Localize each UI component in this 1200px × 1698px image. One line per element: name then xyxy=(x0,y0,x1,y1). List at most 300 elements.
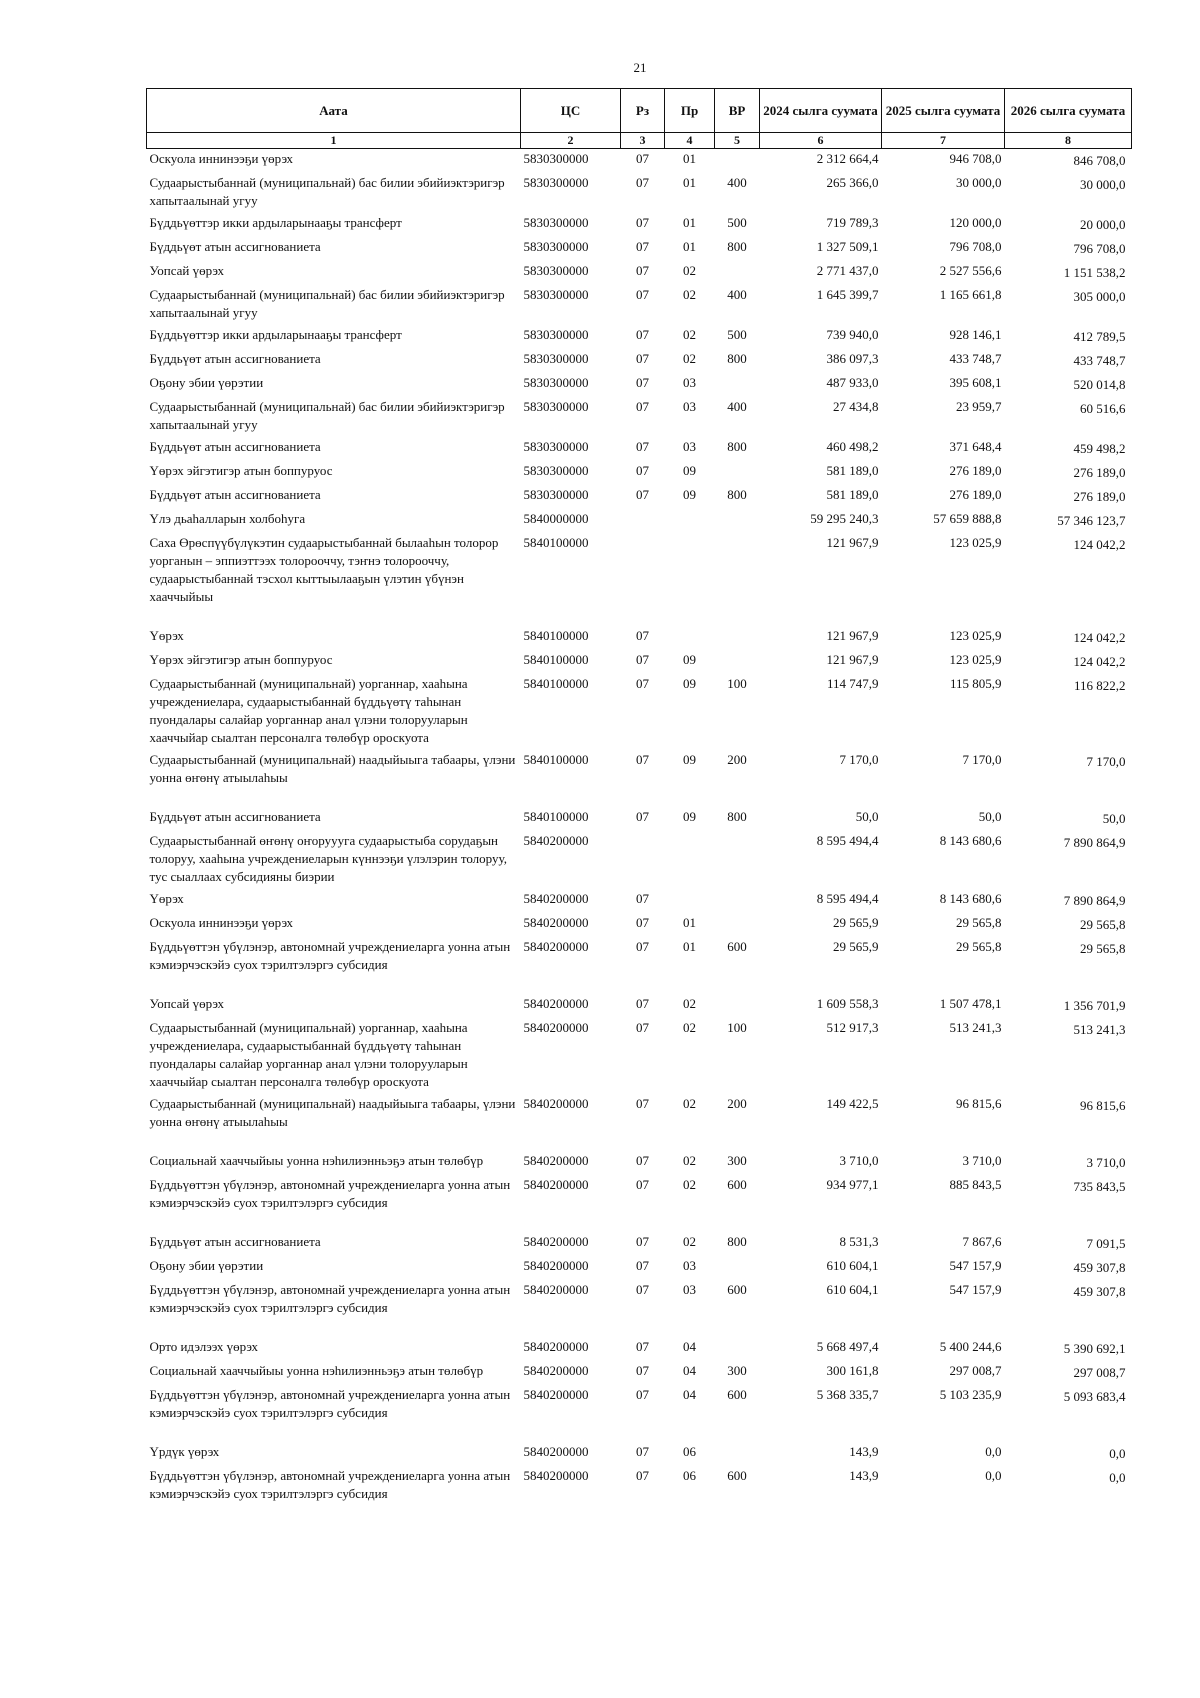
row-cs-code: 5830300000 xyxy=(523,439,589,454)
row-amount-2024: 1 327 509,1 xyxy=(816,239,879,254)
row-vr-code: 800 xyxy=(727,1234,747,1249)
table-row xyxy=(147,173,1132,213)
row-name: Бүддьүөттэр икки ардыларынааҕы трансферт xyxy=(149,215,402,230)
table-row xyxy=(147,1175,1132,1232)
table-row xyxy=(147,213,1132,237)
row-amount-2025: 50,0 xyxy=(978,809,1002,824)
row-amount-2026-value: 124 042,2 xyxy=(1073,630,1126,645)
row-name: Бүддьүөттэн үбүлэнэр, автономнай учреждениеларга уонна атын кэмиэрчэскэйэ суох тэрилтэлэргэ субсидия xyxy=(149,1468,511,1501)
row-amount-2024: 8 531,3 xyxy=(839,1234,879,1249)
column-header-2025: 2025 сылга суумата xyxy=(882,89,1005,133)
row-rz-code: 07 xyxy=(636,375,649,390)
row-cs-code: 5830300000 xyxy=(523,351,589,366)
row-rz-code: 07 xyxy=(636,463,649,478)
row-vr-code: 800 xyxy=(727,351,747,366)
row-name: Орто идэлээх үөрэх xyxy=(149,1339,259,1354)
row-pr-code: 09 xyxy=(683,752,696,767)
row-amount-2025: 297 008,7 xyxy=(949,1363,1002,1378)
row-name: Бүддьүөт атын ассигнованиета xyxy=(149,439,321,454)
row-amount-2026-value: 7 890 864,9 xyxy=(1063,893,1126,908)
row-amount-2025: 547 157,9 xyxy=(949,1282,1002,1297)
row-pr-code: 01 xyxy=(683,175,696,190)
row-pr-code xyxy=(665,533,715,626)
row-amount-2025: 5 400 244,6 xyxy=(939,1339,1002,1354)
row-cs-code: 5840200000 xyxy=(523,915,589,930)
row-rz-code: 07 xyxy=(636,1177,649,1192)
column-header-vr: ВР xyxy=(715,89,760,133)
row-rz-code: 07 xyxy=(636,891,649,906)
row-amount-2026 xyxy=(1005,674,1132,750)
row-amount-2025: 115 805,9 xyxy=(949,676,1002,691)
row-name: Оскуола иннинээҕи үөрэх xyxy=(149,915,294,930)
row-vr-code: 200 xyxy=(727,1096,747,1111)
row-name: Уопсай үөрэх xyxy=(149,996,224,1011)
table-row xyxy=(147,533,1132,626)
row-vr-code xyxy=(715,889,760,913)
row-amount-2024: 581 189,0 xyxy=(826,487,879,502)
row-name: Социальнай хааччыйыы уонна нэһилиэнньэҕэ атын төлөбүр xyxy=(149,1363,484,1378)
row-pr-code: 03 xyxy=(683,439,696,454)
row-amount-2026-value: 276 189,0 xyxy=(1073,489,1126,504)
row-pr-code xyxy=(665,626,715,650)
row-rz-code: 07 xyxy=(636,263,649,278)
row-amount-2026 xyxy=(1005,1232,1132,1256)
row-amount-2026-value: 124 042,2 xyxy=(1073,537,1126,552)
row-vr-code xyxy=(715,626,760,650)
row-name: Бүддьүөт атын ассигнованиета xyxy=(149,1234,321,1249)
table-row xyxy=(147,889,1132,913)
row-rz-code: 07 xyxy=(636,1258,649,1273)
column-number: 7 xyxy=(882,133,1005,149)
row-cs-code: 5840200000 xyxy=(523,1096,589,1111)
row-amount-2026-value: 459 307,8 xyxy=(1073,1260,1126,1275)
row-cs-code: 5830300000 xyxy=(523,487,589,502)
column-header-pr: Пр xyxy=(665,89,715,133)
row-pr-code: 03 xyxy=(683,1258,696,1273)
row-rz-code: 07 xyxy=(636,151,649,166)
row-amount-2026-value: 1 356 701,9 xyxy=(1063,998,1126,1013)
row-vr-code: 300 xyxy=(727,1153,747,1168)
row-amount-2026 xyxy=(1005,750,1132,807)
row-amount-2024: 1 645 399,7 xyxy=(816,287,879,302)
row-amount-2024: 27 434,8 xyxy=(833,399,879,414)
row-amount-2024: 512 917,3 xyxy=(826,1020,879,1035)
row-pr-code: 04 xyxy=(683,1387,696,1402)
row-vr-code: 400 xyxy=(727,175,747,190)
row-amount-2026 xyxy=(1005,1361,1132,1385)
row-amount-2026-value: 7 091,5 xyxy=(1086,1236,1126,1251)
table-row xyxy=(147,373,1132,397)
row-vr-code: 800 xyxy=(727,439,747,454)
row-amount-2026-value: 50,0 xyxy=(1102,811,1126,826)
row-cs-code: 5840200000 xyxy=(523,1387,589,1402)
row-rz-code: 07 xyxy=(636,652,649,667)
row-pr-code: 02 xyxy=(683,327,696,342)
row-pr-code: 09 xyxy=(683,809,696,824)
row-amount-2024: 8 595 494,4 xyxy=(816,833,879,848)
row-name: Судаарыстыбаннай (муниципальнай) наадыйыыга табаары, үлэни уонна өҥөнү атыылаһыы xyxy=(149,1096,516,1129)
row-vr-code: 300 xyxy=(727,1363,747,1378)
row-amount-2024: 29 565,9 xyxy=(833,915,879,930)
row-cs-code: 5830300000 xyxy=(523,239,589,254)
row-rz-code: 07 xyxy=(636,915,649,930)
row-vr-code xyxy=(715,261,760,285)
row-cs-code: 5840000000 xyxy=(523,511,589,526)
row-amount-2026 xyxy=(1005,533,1132,626)
row-cs-code: 5840200000 xyxy=(523,1339,589,1354)
row-name: Үөрэх xyxy=(149,628,184,643)
row-amount-2024: 581 189,0 xyxy=(826,463,879,478)
row-amount-2025: 371 648,4 xyxy=(949,439,1002,454)
row-amount-2026-value: 116 822,2 xyxy=(1073,678,1126,693)
row-name: Бүддьүөттэн үбүлэнэр, автономнай учреждениеларга уонна атын кэмиэрчэскэйэ суох тэрилтэлэргэ субсидия xyxy=(149,1177,511,1210)
table-body xyxy=(147,149,1132,1507)
row-pr-code xyxy=(665,509,715,533)
row-vr-code: 500 xyxy=(727,215,747,230)
row-amount-2024: 7 170,0 xyxy=(839,752,879,767)
row-amount-2024: 610 604,1 xyxy=(826,1282,879,1297)
row-cs-code: 5840200000 xyxy=(523,891,589,906)
table-row xyxy=(147,237,1132,261)
table-row xyxy=(147,1094,1132,1151)
row-name: Бүддьүөттэр икки ардыларынааҕы трансферт xyxy=(149,327,402,342)
row-rz-code: 07 xyxy=(636,175,649,190)
row-rz-code: 07 xyxy=(636,239,649,254)
row-amount-2026-value: 520 014,8 xyxy=(1073,377,1126,392)
row-amount-2026-value: 5 093 683,4 xyxy=(1063,1389,1126,1404)
row-cs-code: 5840200000 xyxy=(523,996,589,1011)
row-amount-2025: 928 146,1 xyxy=(949,327,1002,342)
row-amount-2026 xyxy=(1005,213,1132,237)
row-amount-2025: 8 143 680,6 xyxy=(939,833,1002,848)
row-cs-code: 5830300000 xyxy=(523,463,589,478)
row-pr-code: 03 xyxy=(683,399,696,414)
row-amount-2025: 123 025,9 xyxy=(949,628,1002,643)
row-pr-code: 09 xyxy=(683,652,696,667)
column-number: 3 xyxy=(621,133,665,149)
row-cs-code: 5840100000 xyxy=(523,535,589,550)
table-row xyxy=(147,149,1132,174)
row-amount-2026-value: 30 000,0 xyxy=(1080,177,1126,192)
row-rz-code: 07 xyxy=(636,1444,649,1459)
row-amount-2025: 29 565,8 xyxy=(956,915,1002,930)
row-pr-code: 02 xyxy=(683,1096,696,1111)
table-row xyxy=(147,397,1132,437)
row-amount-2024: 2 312 664,4 xyxy=(816,151,879,166)
row-rz-code: 07 xyxy=(636,676,649,691)
table-row xyxy=(147,1232,1132,1256)
row-pr-code: 01 xyxy=(683,151,696,166)
row-amount-2026 xyxy=(1005,889,1132,913)
row-name: Судаарыстыбаннай (муниципальнай) уорганнар, хааһына учреждениелара, судаарыстыбаннай бүддьүөтү таһынан пуондалары салайар уорганнар анал үлэни толорууларын хааччыйар сыалтан персоналга төлөбүр ороскуота xyxy=(149,1020,468,1089)
table-row xyxy=(147,1385,1132,1442)
row-amount-2026 xyxy=(1005,1094,1132,1151)
row-amount-2026-value: 3 710,0 xyxy=(1086,1155,1126,1170)
row-amount-2024: 8 595 494,4 xyxy=(816,891,879,906)
row-amount-2026 xyxy=(1005,1018,1132,1094)
row-amount-2026-value: 513 241,3 xyxy=(1073,1022,1126,1037)
row-pr-code: 09 xyxy=(683,487,696,502)
row-pr-code: 01 xyxy=(683,915,696,930)
row-pr-code: 02 xyxy=(683,287,696,302)
row-name: Оҕону эбии үөрэтии xyxy=(149,1258,264,1273)
row-pr-code: 02 xyxy=(683,1153,696,1168)
row-amount-2026 xyxy=(1005,913,1132,937)
row-amount-2024: 460 498,2 xyxy=(826,439,879,454)
row-cs-code: 5830300000 xyxy=(523,151,589,166)
table-row xyxy=(147,1256,1132,1280)
row-vr-code: 600 xyxy=(727,1282,747,1297)
row-name: Судаарыстыбаннай өҥөнү оҥоруууга судаарыстыба сорудаҕын толоруу, хааһына учреждениеларын күннээҕи үлэлэрин толоруу, тус сыаллаах субсидияны биэрии xyxy=(149,833,507,884)
column-number: 8 xyxy=(1005,133,1132,149)
row-amount-2026 xyxy=(1005,1442,1132,1466)
row-rz-code: 07 xyxy=(636,487,649,502)
column-header-2024: 2024 сылга суумата xyxy=(760,89,882,133)
row-amount-2024: 5 368 335,7 xyxy=(816,1387,879,1402)
row-amount-2024: 610 604,1 xyxy=(826,1258,879,1273)
table-row xyxy=(147,913,1132,937)
row-rz-code: 07 xyxy=(636,1468,649,1483)
row-vr-code: 400 xyxy=(727,399,747,414)
row-amount-2025: 7 170,0 xyxy=(962,752,1002,767)
row-name: Оҕону эбии үөрэтии xyxy=(149,375,264,390)
row-amount-2025: 8 143 680,6 xyxy=(939,891,1002,906)
column-number: 5 xyxy=(715,133,760,149)
row-amount-2026-value: 305 000,0 xyxy=(1073,289,1126,304)
row-rz-code: 07 xyxy=(636,351,649,366)
row-amount-2025: 276 189,0 xyxy=(949,487,1002,502)
column-header-rz: Рз xyxy=(621,89,665,133)
row-vr-code xyxy=(715,1442,760,1466)
row-name: Үөрэх эйгэтигэр атын боппуруос xyxy=(149,652,333,667)
column-number: 1 xyxy=(147,133,521,149)
table-header xyxy=(147,89,1132,149)
row-amount-2024: 2 771 437,0 xyxy=(816,263,879,278)
row-name: Бүддьүөттэн үбүлэнэр, автономнай учреждениеларга уонна атын кэмиэрчэскэйэ суох тэрилтэлэргэ субсидия xyxy=(149,1387,511,1420)
row-pr-code: 03 xyxy=(683,1282,696,1297)
row-amount-2026 xyxy=(1005,285,1132,325)
row-amount-2025: 29 565,8 xyxy=(956,939,1002,954)
row-amount-2025: 433 748,7 xyxy=(949,351,1002,366)
row-amount-2026-value: 735 843,5 xyxy=(1073,1179,1126,1194)
row-rz-code xyxy=(621,831,665,889)
row-amount-2025: 547 157,9 xyxy=(949,1258,1002,1273)
row-pr-code: 09 xyxy=(683,676,696,691)
table-row xyxy=(147,1280,1132,1337)
row-amount-2024: 739 940,0 xyxy=(826,327,879,342)
row-amount-2026 xyxy=(1005,461,1132,485)
row-pr-code: 02 xyxy=(683,263,696,278)
table-row xyxy=(147,994,1132,1018)
row-amount-2025: 96 815,6 xyxy=(956,1096,1002,1111)
table-row xyxy=(147,1151,1132,1175)
row-amount-2026 xyxy=(1005,149,1132,174)
row-amount-2025: 796 708,0 xyxy=(949,239,1002,254)
row-rz-code xyxy=(621,533,665,626)
row-amount-2024: 487 933,0 xyxy=(826,375,879,390)
row-name: Бүддьүөттэн үбүлэнэр, автономнай учреждениеларга уонна атын кэмиэрчэскэйэ суох тэрилтэлэргэ субсидия xyxy=(149,1282,511,1315)
row-amount-2025: 23 959,7 xyxy=(956,399,1002,414)
row-cs-code: 5840200000 xyxy=(523,939,589,954)
row-rz-code: 07 xyxy=(636,327,649,342)
row-amount-2024: 300 161,8 xyxy=(826,1363,879,1378)
row-amount-2025: 57 659 888,8 xyxy=(933,511,1002,526)
row-amount-2024: 50,0 xyxy=(855,809,879,824)
row-name: Судаарыстыбаннай (муниципальнай) бас билии эбийиэктэригэр хапытаалынай угуу xyxy=(149,175,505,208)
table-row xyxy=(147,807,1132,831)
row-cs-code: 5840200000 xyxy=(523,1258,589,1273)
row-amount-2025: 123 025,9 xyxy=(949,535,1002,550)
row-amount-2025: 30 000,0 xyxy=(956,175,1002,190)
table-row xyxy=(147,261,1132,285)
table-row xyxy=(147,674,1132,750)
row-amount-2026-value: 20 000,0 xyxy=(1080,217,1126,232)
row-cs-code: 5830300000 xyxy=(523,375,589,390)
table-row xyxy=(147,509,1132,533)
row-vr-code xyxy=(715,650,760,674)
row-name: Бүддьүөттэн үбүлэнэр, автономнай учреждениеларга уонна атын кэмиэрчэскэйэ суох тэрилтэлэргэ субсидия xyxy=(149,939,511,972)
row-amount-2026 xyxy=(1005,807,1132,831)
row-pr-code: 02 xyxy=(683,1177,696,1192)
row-cs-code: 5840100000 xyxy=(523,676,589,691)
row-amount-2026 xyxy=(1005,437,1132,461)
row-cs-code: 5840200000 xyxy=(523,1444,589,1459)
row-rz-code: 07 xyxy=(636,939,649,954)
row-amount-2026 xyxy=(1005,831,1132,889)
row-amount-2026 xyxy=(1005,325,1132,349)
column-number: 6 xyxy=(760,133,882,149)
row-amount-2025: 3 710,0 xyxy=(962,1153,1002,1168)
row-rz-code: 07 xyxy=(636,996,649,1011)
row-vr-code xyxy=(715,913,760,937)
row-pr-code: 04 xyxy=(683,1363,696,1378)
row-amount-2024: 29 565,9 xyxy=(833,939,879,954)
row-amount-2024: 121 967,9 xyxy=(826,535,879,550)
row-name: Үөрэх эйгэтигэр атын боппуруос xyxy=(149,463,333,478)
row-vr-code xyxy=(715,1337,760,1361)
row-vr-code xyxy=(715,994,760,1018)
row-amount-2026-value: 5 390 692,1 xyxy=(1063,1341,1126,1356)
row-pr-code: 09 xyxy=(683,463,696,478)
column-header-2026: 2026 сылга суумата xyxy=(1005,89,1132,133)
row-amount-2026-value: 29 565,8 xyxy=(1080,941,1126,956)
table-row xyxy=(147,437,1132,461)
row-cs-code: 5830300000 xyxy=(523,263,589,278)
row-amount-2026 xyxy=(1005,261,1132,285)
row-amount-2026 xyxy=(1005,373,1132,397)
row-amount-2026 xyxy=(1005,650,1132,674)
row-amount-2026-value: 459 307,8 xyxy=(1073,1284,1126,1299)
table-row xyxy=(147,349,1132,373)
row-amount-2026 xyxy=(1005,626,1132,650)
row-rz-code: 07 xyxy=(636,628,649,643)
row-rz-code: 07 xyxy=(636,1339,649,1354)
row-amount-2026 xyxy=(1005,485,1132,509)
row-vr-code xyxy=(715,533,760,626)
row-amount-2026-value: 297 008,7 xyxy=(1073,1365,1126,1380)
row-amount-2026 xyxy=(1005,1175,1132,1232)
row-amount-2026-value: 60 516,6 xyxy=(1080,401,1126,416)
row-cs-code: 5840100000 xyxy=(523,628,589,643)
row-rz-code: 07 xyxy=(636,1020,649,1035)
row-cs-code: 5840200000 xyxy=(523,1282,589,1297)
row-pr-code: 02 xyxy=(683,1020,696,1035)
row-amount-2026-value: 96 815,6 xyxy=(1080,1098,1126,1113)
row-rz-code: 07 xyxy=(636,1096,649,1111)
row-vr-code: 400 xyxy=(727,287,747,302)
row-pr-code: 03 xyxy=(683,375,696,390)
row-amount-2026-value: 7 170,0 xyxy=(1086,754,1126,769)
row-pr-code: 01 xyxy=(683,215,696,230)
table-row xyxy=(147,831,1132,889)
row-name: Үрдүк үөрэх xyxy=(149,1444,220,1459)
row-amount-2025: 120 000,0 xyxy=(949,215,1002,230)
row-cs-code: 5840200000 xyxy=(523,1363,589,1378)
row-cs-code: 5840200000 xyxy=(523,833,589,848)
row-amount-2026 xyxy=(1005,1280,1132,1337)
row-name: Судаарыстыбаннай (муниципальнай) бас билии эбийиэктэригэр хапытаалынай угуу xyxy=(149,399,505,432)
row-amount-2024: 1 609 558,3 xyxy=(816,996,879,1011)
row-amount-2024: 5 668 497,4 xyxy=(816,1339,879,1354)
row-vr-code xyxy=(715,149,760,174)
row-cs-code: 5830300000 xyxy=(523,287,589,302)
row-amount-2025: 123 025,9 xyxy=(949,652,1002,667)
column-header-name: Аата xyxy=(147,89,521,133)
table-row xyxy=(147,1361,1132,1385)
row-vr-code: 800 xyxy=(727,487,747,502)
row-cs-code: 5830300000 xyxy=(523,399,589,414)
table-row xyxy=(147,1337,1132,1361)
row-vr-code: 100 xyxy=(727,676,747,691)
row-rz-code: 07 xyxy=(636,1282,649,1297)
row-pr-code xyxy=(665,831,715,889)
row-rz-code: 07 xyxy=(636,215,649,230)
row-amount-2026-value: 7 890 864,9 xyxy=(1063,835,1126,850)
row-vr-code xyxy=(715,373,760,397)
row-name: Судаарыстыбаннай (муниципальнай) уорганнар, хааһына учреждениелара, судаарыстыбаннай бүддьүөтү таһынан пуондалары салайар уорганнар анал үлэни толорууларын хааччыйар сыалтан персоналга төлөбүр ороскуота xyxy=(149,676,468,745)
row-cs-code: 5830300000 xyxy=(523,327,589,342)
row-amount-2026-value: 459 498,2 xyxy=(1073,441,1126,456)
row-cs-code: 5830300000 xyxy=(523,175,589,190)
table-row xyxy=(147,485,1132,509)
row-vr-code: 200 xyxy=(727,752,747,767)
row-amount-2025: 5 103 235,9 xyxy=(939,1387,1002,1402)
row-rz-code: 07 xyxy=(636,809,649,824)
row-amount-2026-value: 412 789,5 xyxy=(1073,329,1126,344)
row-amount-2025: 0,0 xyxy=(985,1468,1002,1483)
row-amount-2026 xyxy=(1005,1256,1132,1280)
row-rz-code: 07 xyxy=(636,1363,649,1378)
column-header-cs: ЦС xyxy=(521,89,621,133)
row-amount-2024: 143,9 xyxy=(849,1468,879,1483)
row-amount-2026-value: 276 189,0 xyxy=(1073,465,1126,480)
row-vr-code xyxy=(715,509,760,533)
table-row xyxy=(147,750,1132,807)
table-row xyxy=(147,461,1132,485)
row-amount-2026-value: 1 151 538,2 xyxy=(1063,265,1126,280)
table-row xyxy=(147,650,1132,674)
row-vr-code: 600 xyxy=(727,1468,747,1483)
row-pr-code: 02 xyxy=(683,1234,696,1249)
row-amount-2026 xyxy=(1005,173,1132,213)
table-row xyxy=(147,285,1132,325)
row-amount-2026 xyxy=(1005,994,1132,1018)
row-amount-2026 xyxy=(1005,349,1132,373)
row-amount-2025: 1 165 661,8 xyxy=(939,287,1002,302)
row-vr-code: 800 xyxy=(727,809,747,824)
row-vr-code: 600 xyxy=(727,939,747,954)
row-amount-2026 xyxy=(1005,1337,1132,1361)
